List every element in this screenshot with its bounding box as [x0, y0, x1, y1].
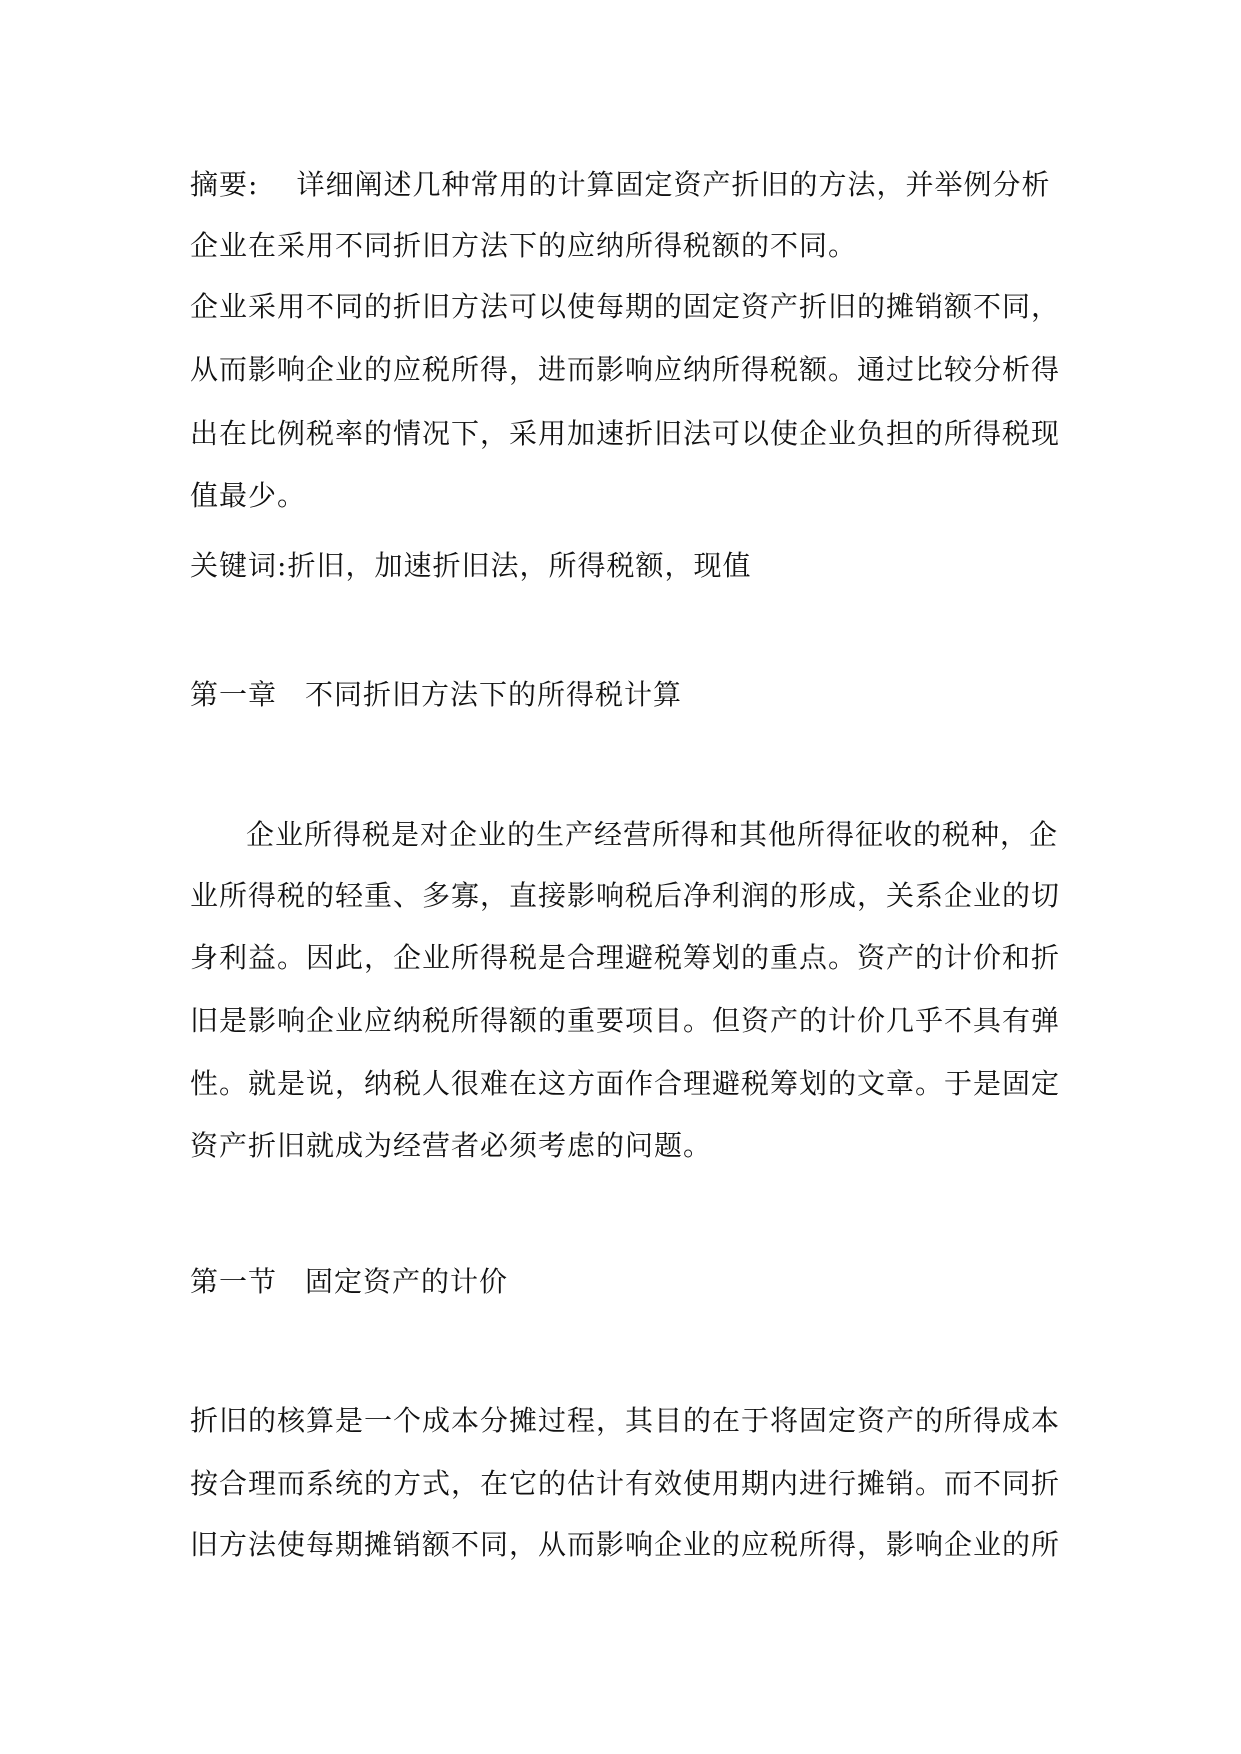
section-number: 第一节: [190, 1265, 278, 1298]
abstract-line-5: 出在比例税率的情况下，采用加速折旧法可以使企业负担的所得税现: [190, 417, 1061, 450]
chapter-paragraph-line-5: 性。就是说，纳税人很难在这方面作合理避税筹划的文章。于是固定: [190, 1067, 1061, 1100]
abstract-line-1: [190, 167, 1050, 203]
section-paragraph-line-3: 旧方法使每期摊销额不同，从而影响企业的应税所得，影响企业的所: [190, 1528, 1061, 1561]
abstract-line-6: 值最少。: [190, 479, 307, 512]
abstract-line-2: 企业在采用不同折旧方法下的应纳所得税额的不同。: [190, 229, 858, 262]
section-paragraph-line-2: 按合理而系统的方式，在它的估计有效使用期内进行摊销。而不同折: [190, 1467, 1061, 1500]
abstract-text: 详细阐述几种常用的计算固定资产折旧的方法，并举例分析: [296, 168, 1051, 201]
chapter-heading: [190, 677, 682, 713]
section-heading: [190, 1264, 508, 1300]
chapter-number: 第一章: [190, 678, 278, 711]
keywords-text: 折旧，加速折旧法，所得税额，现值: [287, 549, 752, 582]
chapter-paragraph-line-2: 业所得税的轻重、多寡，直接影响税后净利润的形成，关系企业的切: [190, 879, 1061, 912]
keywords-line: [190, 548, 751, 584]
abstract-label: 摘要:: [190, 168, 259, 201]
chapter-paragraph-line-1: 企业所得税是对企业的生产经营所得和其他所得征收的税种，企: [246, 818, 1059, 851]
abstract-line-4: 从而影响企业的应税所得，进而影响应纳所得税额。通过比较分析得: [190, 353, 1061, 386]
chapter-paragraph-line-3: 身利益。因此，企业所得税是合理避税筹划的重点。资产的计价和折: [190, 941, 1061, 974]
section-paragraph-line-1: 折旧的核算是一个成本分摊过程，其目的在于将固定资产的所得成本: [190, 1404, 1061, 1437]
section-title: 固定资产的计价: [305, 1265, 509, 1298]
chapter-paragraph-line-4: 旧是影响企业应纳税所得额的重要项目。但资产的计价几乎不具有弹: [190, 1004, 1061, 1037]
abstract-line-3: 企业采用不同的折旧方法可以使每期的固定资产折旧的摊销额不同，: [190, 290, 1061, 323]
chapter-title: 不同折旧方法下的所得税计算: [305, 678, 683, 711]
chapter-paragraph-line-6: 资产折旧就成为经营者必须考虑的问题。: [190, 1129, 713, 1162]
keywords-label: 关键词:: [190, 549, 288, 582]
